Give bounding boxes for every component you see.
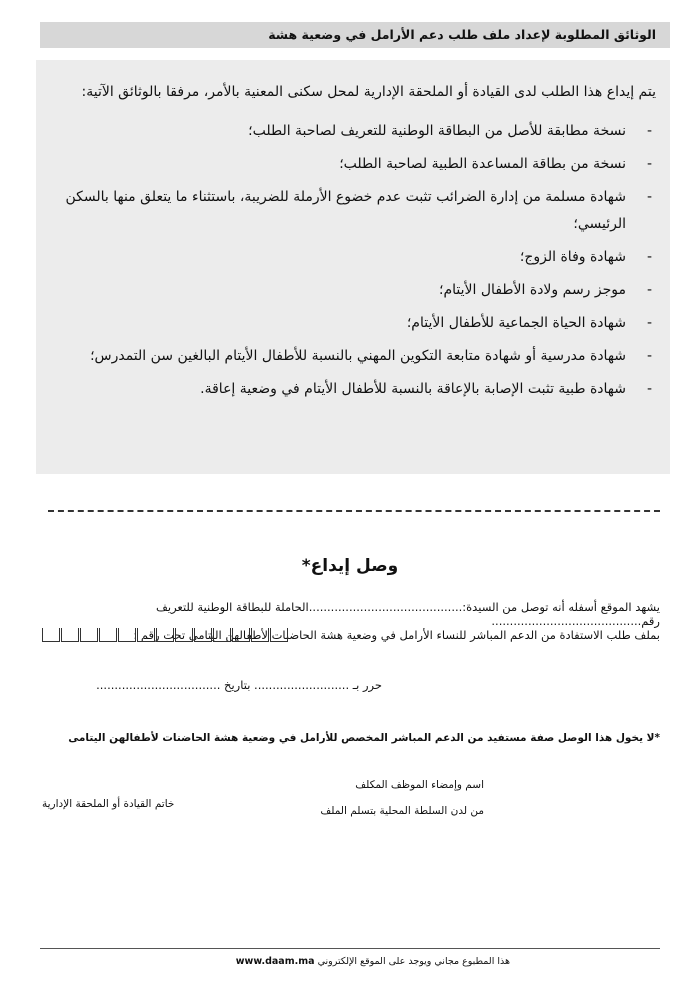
digit-box: [137, 628, 155, 642]
required-documents-box: [36, 60, 670, 474]
list-item: - شهادة طبية تثبت الإصابة بالإعاقة بالنسبة للأطفال الأيتام في وضعية إعاقة.: [60, 376, 656, 403]
digit-box: [80, 628, 98, 642]
footer-url[interactable]: www.daam.ma: [235, 956, 315, 967]
file-number-boxes: [42, 628, 289, 642]
documents-list: [60, 118, 656, 403]
signature-name-label: اسم وإمضاء الموظف المكلف: [355, 779, 484, 791]
digit-box: [270, 628, 288, 642]
stamp-label: خاتم القيادة أو الملحقة الإدارية: [42, 798, 175, 810]
list-item: - شهادة الحياة الجماعية للأطفال الأيتام؛: [60, 310, 656, 337]
footer-divider: [40, 948, 660, 949]
receipt-line-recipient: يشهد الموقع أسفله أنه توصل من السيدة:..........................................الحاملة للبطاقة الوطنية للتعريف رقم.........................................: [155, 600, 660, 628]
officer-signature-block: [320, 772, 484, 824]
digit-box: [232, 628, 250, 642]
receipt-title: وصل إيداع*: [301, 556, 399, 576]
list-item: - نسخة من بطاقة المساعدة الطبية لصاحبة الطلب؛: [60, 151, 656, 178]
digit-box: [99, 628, 117, 642]
digit-box: [194, 628, 212, 642]
digit-box: [175, 628, 193, 642]
receipt-line-file: بملف طلب الاستفادة من الدعم المباشر للنساء الأرامل في وضعية هشة الحاضنات لأطفالهن اليتامى تحت رقم :: [133, 628, 660, 642]
digit-box: [251, 628, 269, 642]
digit-box: [156, 628, 174, 642]
date-place-line: حرر بـ .......................... بتاريخ ..................................: [96, 678, 382, 692]
signature-authority-label: من لدن السلطة المحلية بتسلم الملف: [320, 805, 484, 817]
list-item: - شهادة مسلمة من إدارة الضرائب تثبت عدم خضوع الأرملة للضريبة، باستثناء ما يتعلق منها بالسكن الرئيسي؛: [60, 184, 656, 238]
receipt-note: *لا يخول هذا الوصل صفة مستفيد من الدعم المباشر المخصص للأرامل في وضعية هشة الحاضنات لأطفالهن اليتامى: [68, 732, 660, 744]
footer: [236, 956, 510, 967]
list-item: - نسخة مطابقة للأصل من البطاقة الوطنية للتعريف لصاحبة الطلب؛: [60, 118, 656, 145]
digit-box: [118, 628, 136, 642]
digit-box: [61, 628, 79, 642]
list-item: - شهادة وفاة الزوج؛: [60, 244, 656, 271]
digit-box: [213, 628, 231, 642]
cut-line-divider: [48, 510, 660, 512]
documents-intro: يتم إيداع هذا الطلب لدى القيادة أو الملحقة الإدارية لمحل سكنى المعنية بالأمر، مرفقا بالوثائق الآتية:: [81, 84, 656, 100]
footer-text: هذا المطبوع مجاني ويوجد على الموقع الإلكتروني: [317, 956, 510, 967]
digit-box: [42, 628, 60, 642]
list-item: - موجز رسم ولادة الأطفال الأيتام؛: [60, 277, 656, 304]
list-item: - شهادة مدرسية أو شهادة متابعة التكوين المهني بالنسبة للأطفال الأيتام البالغين سن التمدرس؛: [60, 343, 656, 370]
page-title: الوثائق المطلوبة لإعداد ملف طلب دعم الأرامل في وضعية هشة: [40, 22, 670, 48]
